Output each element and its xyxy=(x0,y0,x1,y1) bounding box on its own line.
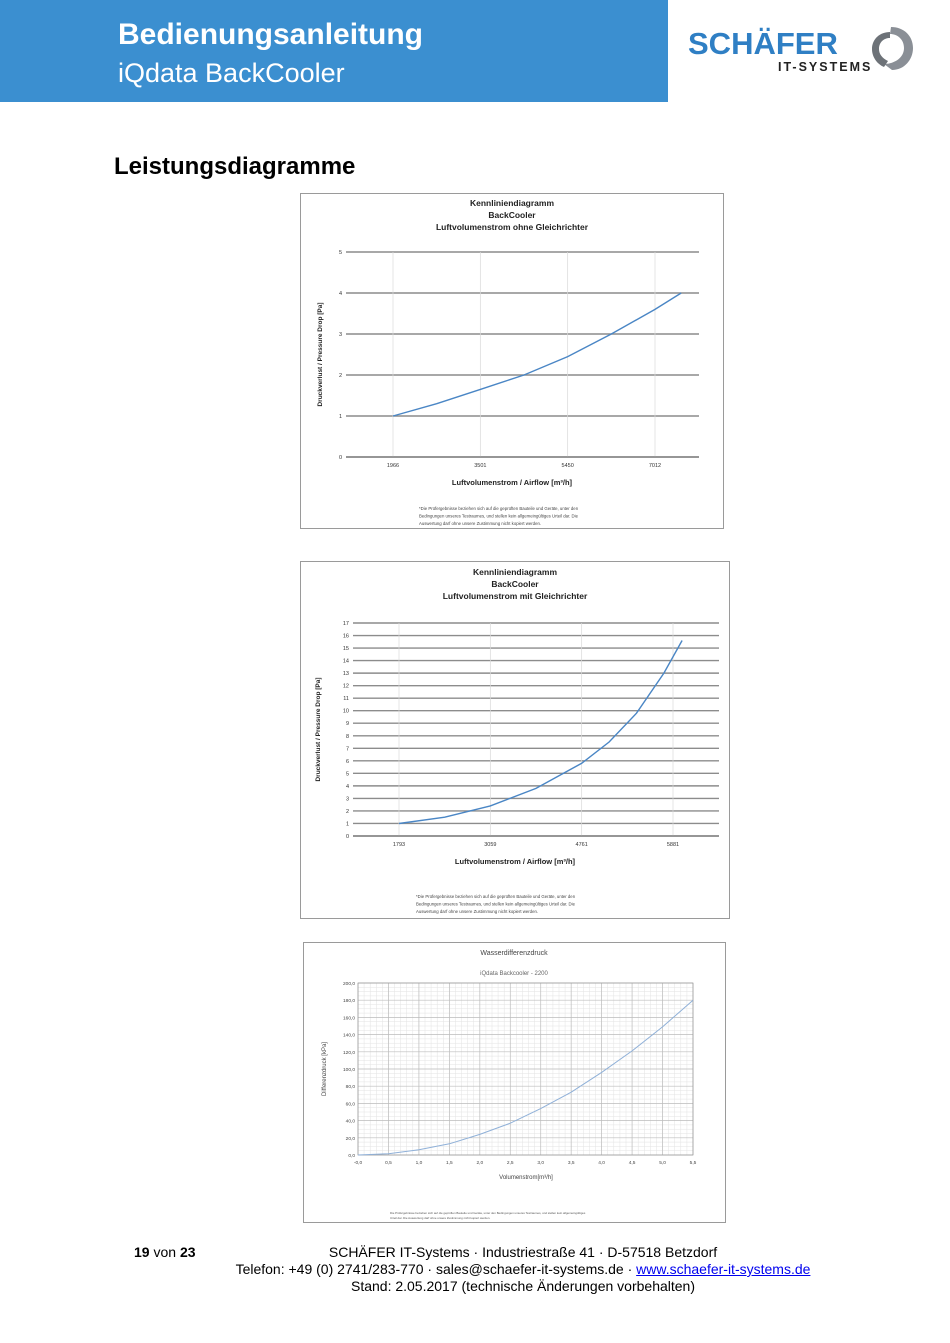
chart-note-line: *Die Prüfergebnisse beziehen sich auf die geprüften Bauteile und Geräte, unter den xyxy=(419,506,579,511)
chart-2 xyxy=(301,562,729,918)
x-tick-label: 3501 xyxy=(474,463,487,469)
y-tick-label: 8 xyxy=(345,733,349,740)
y-tick-label: 4 xyxy=(338,291,342,297)
y-tick-label: 80,0 xyxy=(345,1085,355,1091)
x-tick-label: 1,5 xyxy=(446,1161,453,1166)
x-tick-label: 1,0 xyxy=(415,1161,423,1166)
x-tick-label: 7012 xyxy=(648,463,662,469)
y-tick-label: 6 xyxy=(345,758,349,765)
y-tick-label: 3 xyxy=(345,796,349,803)
page-separator: von xyxy=(149,1244,180,1260)
y-tick-label: 14 xyxy=(342,658,349,665)
x-tick-label: 3059 xyxy=(484,842,497,848)
y-tick-label: 1 xyxy=(345,821,349,828)
y-tick-label: 0 xyxy=(345,834,349,840)
x-tick-label: 5450 xyxy=(561,463,574,469)
y-tick-label: 60,0 xyxy=(345,1102,355,1108)
chart-title-line: BackCooler xyxy=(488,210,536,220)
chart-title: Wasserdifferenzdruck xyxy=(480,950,548,957)
x-tick-label: 5,0 xyxy=(659,1161,666,1166)
chart-subtitle: iQdata Backcooler - 2200 xyxy=(480,971,548,977)
y-tick-label: 180,0 xyxy=(342,999,355,1005)
footer-contact-text: Telefon: +49 (0) 2741/283-770 · sales@schaefer-it-systems.de · xyxy=(235,1261,637,1277)
footer-website-link[interactable]: www.schaefer-it-systems.de xyxy=(636,1261,811,1277)
y-tick-label: 13 xyxy=(342,671,349,678)
x-tick-label: 2,0 xyxy=(476,1161,484,1166)
y-tick-label: 5 xyxy=(338,250,342,256)
chart-3 xyxy=(304,943,725,1222)
x-tick-label: 5,5 xyxy=(689,1161,697,1166)
chart-note-line: Die Prüfergebnisse beziehen sich auf die geprüften Bauteile und Geräte, unter den Bedingungen unseres Testraumes, und stellen kein allgemeingültiges xyxy=(390,1211,586,1215)
y-tick-label: 120,0 xyxy=(342,1050,355,1056)
x-tick-label: 2,5 xyxy=(506,1161,514,1166)
chart-note-line: Bedingungen unseres Testraumes, und stellen kein allgemeingültiges Urteil dar. Die xyxy=(416,901,575,907)
footer-company-line: SCHÄFER IT-Systems · Industriestraße 41 · D-57518 Betzdorf xyxy=(328,1244,718,1260)
x-tick-label: 3,5 xyxy=(567,1161,575,1166)
logo-sub-text: IT-SYSTEMS xyxy=(778,60,873,74)
y-tick-label: 1 xyxy=(338,414,342,420)
y-tick-label: 17 xyxy=(342,621,349,627)
x-tick-label: 1793 xyxy=(392,842,406,848)
x-axis-title: Luftvolumenstrom / Airflow [m³/h] xyxy=(451,478,573,487)
chart-note-line: *Die Prüfergebnisse beziehen sich auf die geprüften Bauteile und Geräte, unter den xyxy=(416,894,576,899)
logo-emblem-icon xyxy=(866,24,916,74)
chart-1-frame xyxy=(300,193,724,529)
x-tick-label: 1966 xyxy=(386,463,400,469)
y-tick-label: 9 xyxy=(345,721,349,728)
x-tick-label: -0,0 xyxy=(353,1161,363,1166)
x-tick-label: 0,5 xyxy=(385,1161,392,1166)
y-tick-label: 2 xyxy=(338,373,342,379)
y-tick-label: 0,0 xyxy=(348,1154,355,1159)
y-tick-label: 140,0 xyxy=(342,1033,355,1039)
y-tick-label: 16 xyxy=(342,633,349,640)
chart-note-line: Urteil dar. Die Auswertung darf ohne unsere Zustimmung nicht kopiert werden. xyxy=(390,1216,491,1220)
section-heading: Leistungsdiagramme xyxy=(114,153,356,180)
y-tick-label: 200,0 xyxy=(342,982,355,987)
company-logo xyxy=(686,22,926,78)
document-subtitle: iQdata BackCooler xyxy=(118,58,345,88)
document-title: Bedienungsanleitung xyxy=(118,18,424,51)
y-tick-label: 7 xyxy=(345,746,349,753)
x-tick-label: 4,5 xyxy=(628,1161,636,1166)
x-tick-label: 5881 xyxy=(666,842,680,848)
y-tick-label: 11 xyxy=(343,696,349,703)
x-tick-label: 3,0 xyxy=(537,1161,545,1166)
chart-note-line: Auswertung darf ohne unsere Zustimmung nicht kopiert werden. xyxy=(419,521,542,526)
y-tick-label: 5 xyxy=(345,771,349,778)
y-tick-label: 12 xyxy=(342,683,349,690)
chart-3-frame xyxy=(303,942,726,1223)
chart-note-line: Auswertung darf ohne unsere Zustimmung nicht kopiert werden. xyxy=(416,909,539,914)
chart-title-line: Kennliniendiagramm xyxy=(469,198,555,208)
y-tick-label: 20,0 xyxy=(345,1136,355,1142)
data-series-line xyxy=(399,641,682,824)
y-axis-title: Differenzdruck [kPa] xyxy=(322,1042,328,1096)
chart-title-line: Kennliniendiagramm xyxy=(472,567,558,577)
y-tick-label: 2 xyxy=(345,808,349,815)
page-current: 19 xyxy=(134,1244,150,1260)
data-series-line xyxy=(393,293,681,416)
footer-date-line: Stand: 2.05.2017 (technische Änderungen vorbehalten) xyxy=(350,1278,696,1294)
y-tick-label: 160,0 xyxy=(342,1016,355,1022)
x-tick-label: 4,0 xyxy=(598,1161,605,1166)
y-tick-label: 10 xyxy=(342,708,349,715)
y-tick-label: 0 xyxy=(338,455,342,461)
y-tick-label: 3 xyxy=(338,332,342,338)
footer-contact-line xyxy=(48,1261,950,1277)
y-tick-label: 4 xyxy=(345,783,349,790)
chart-1 xyxy=(301,194,723,528)
y-tick-label: 100,0 xyxy=(342,1068,355,1073)
chart-title-line: Luftvolumenstrom mit Gleichrichter xyxy=(442,591,588,601)
chart-note-line: Bedingungen unseres Testraumes, und stellen kein allgemeingültiges Urteil dar. Die xyxy=(419,513,578,519)
x-axis-title: Luftvolumenstrom / Airflow [m³/h] xyxy=(454,857,576,866)
x-axis-title: Volumenstrom[m³/h] xyxy=(499,1175,553,1181)
chart-title-line: BackCooler xyxy=(491,579,539,589)
y-tick-label: 40,0 xyxy=(345,1119,355,1125)
y-axis-title: Druckverlust / Pressure Drop [Pa] xyxy=(317,302,324,407)
chart-title-line: Luftvolumenstrom ohne Gleichrichter xyxy=(435,222,589,232)
logo-brand-text: SCHÄFER xyxy=(688,26,838,61)
page-total: 23 xyxy=(179,1244,196,1260)
y-axis-title: Druckverlust / Pressure Drop [Pa] xyxy=(315,677,322,782)
y-tick-label: 15 xyxy=(342,646,349,653)
x-tick-label: 4761 xyxy=(575,842,588,848)
chart-2-frame xyxy=(300,561,730,919)
